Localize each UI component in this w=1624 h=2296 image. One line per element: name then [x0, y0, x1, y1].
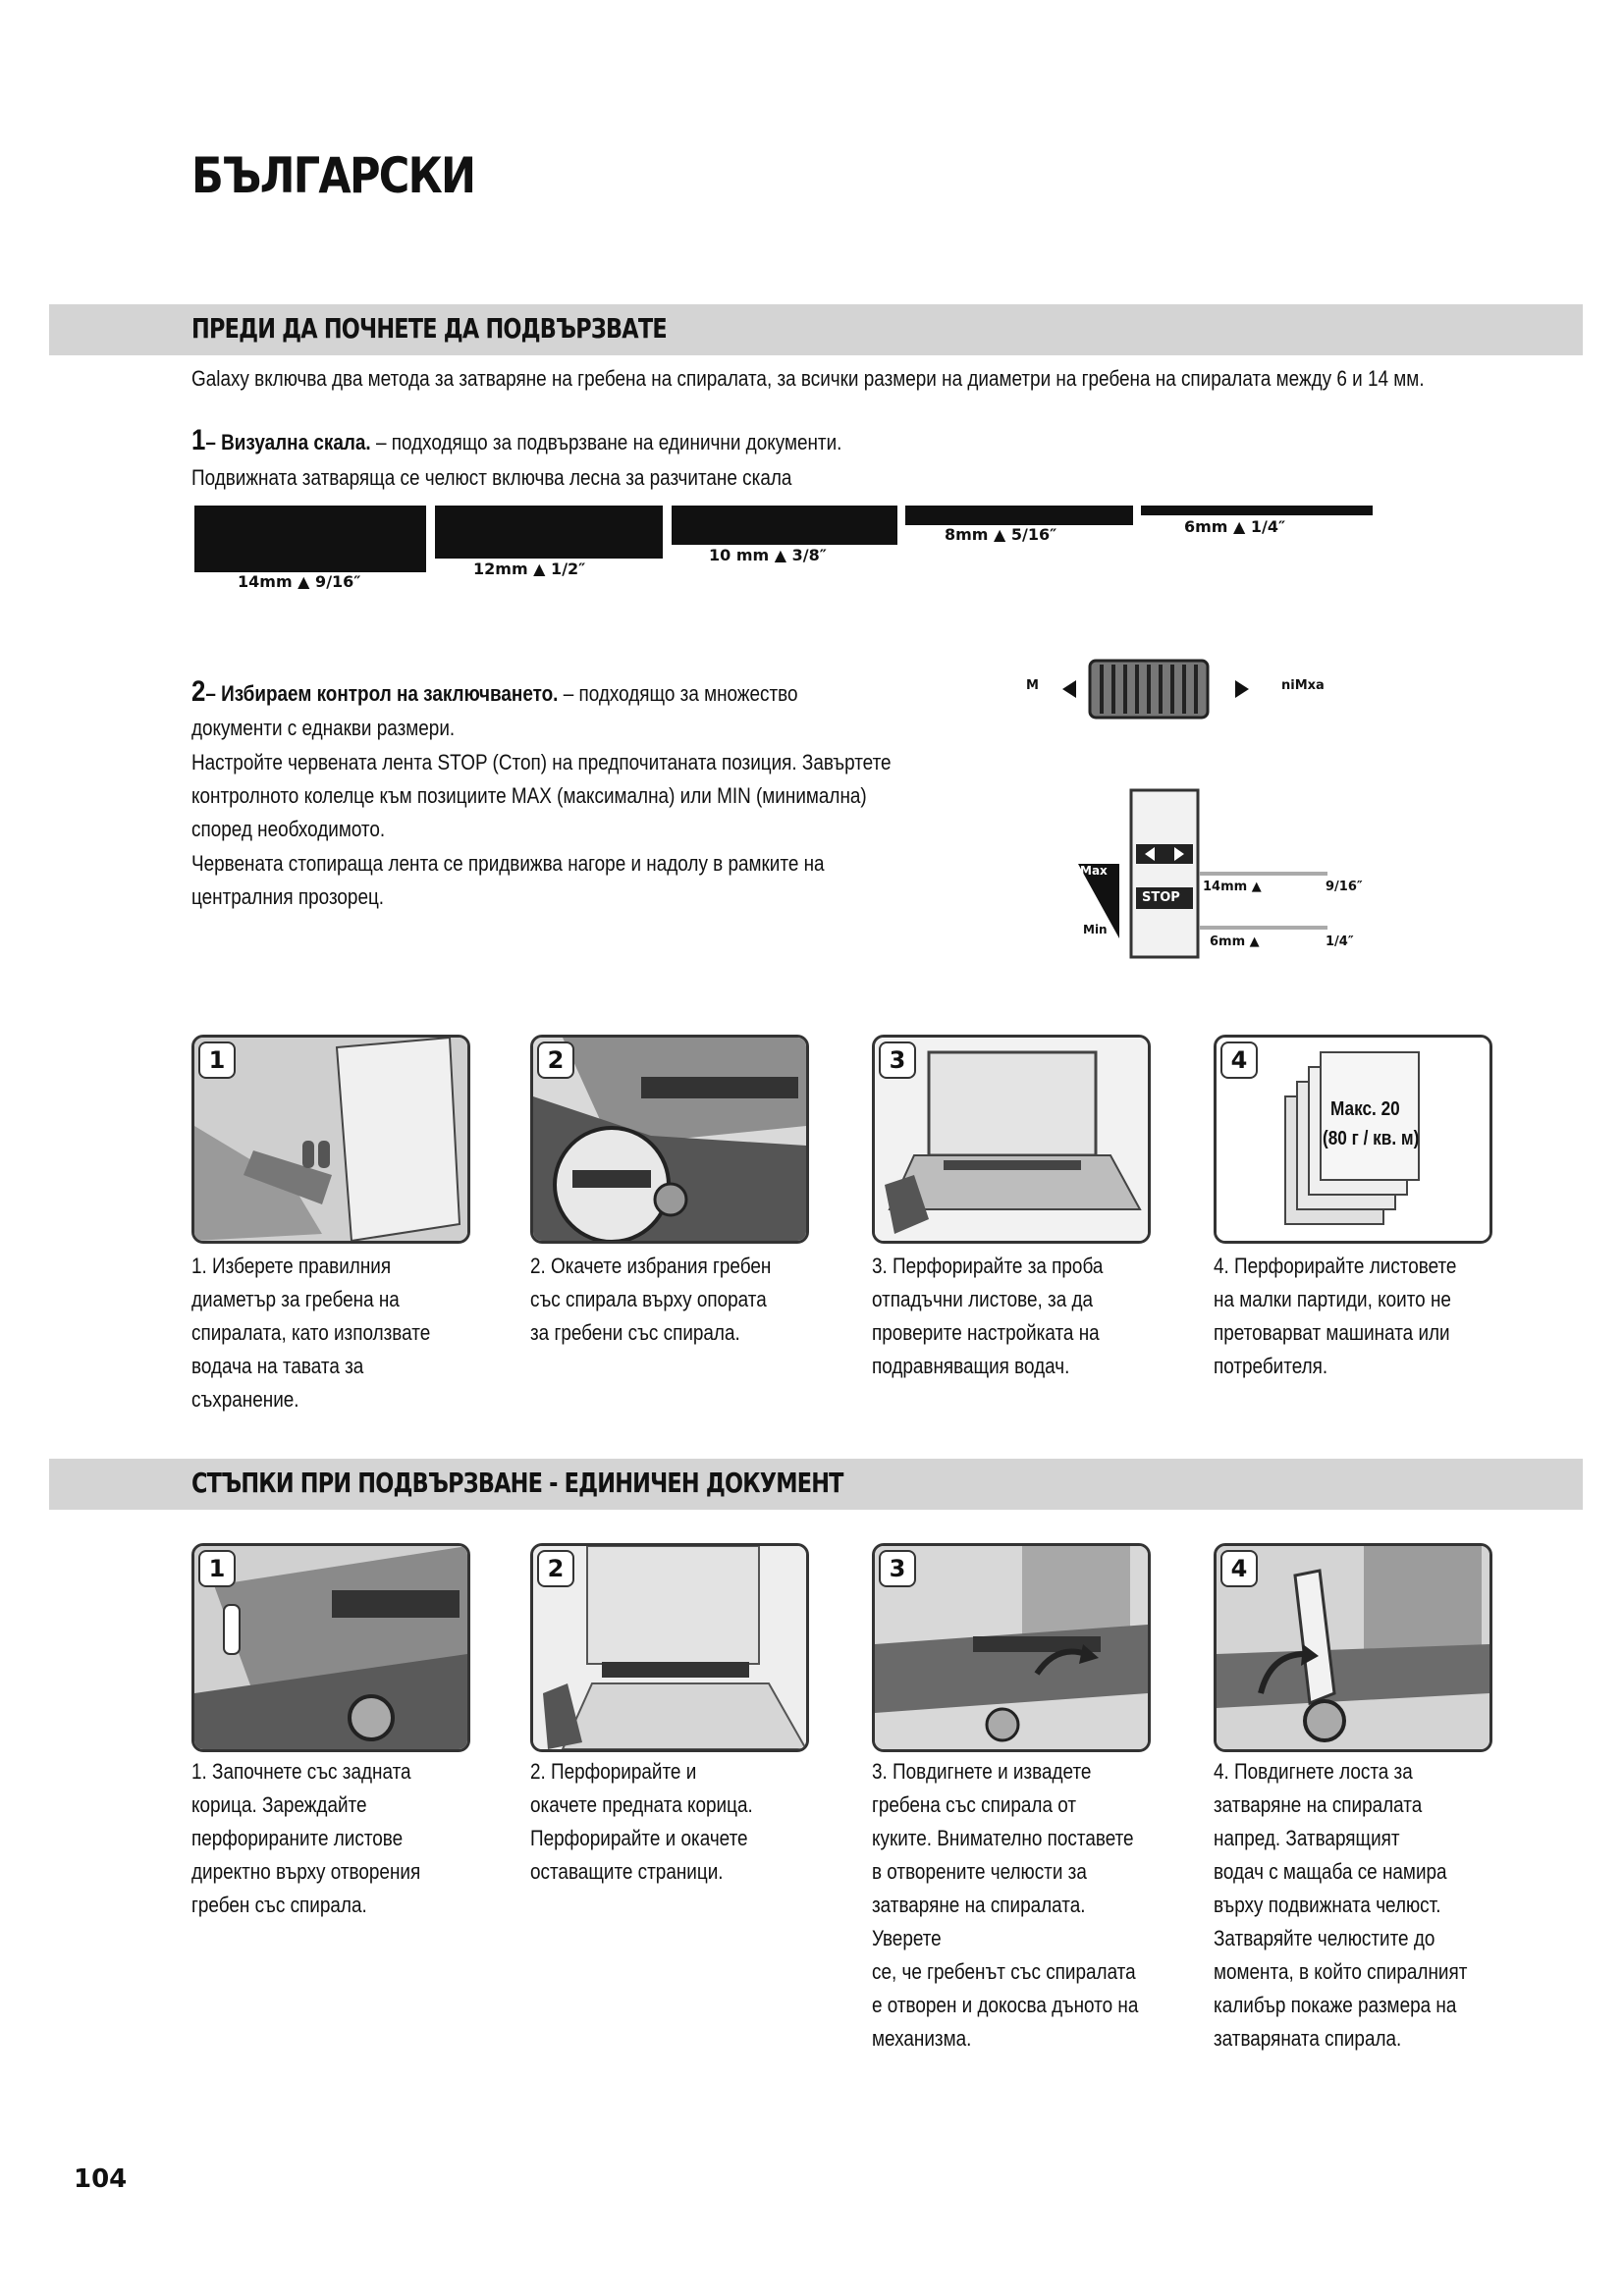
step-number-badge: 3: [879, 1041, 916, 1079]
dial-svg: [1011, 653, 1404, 726]
method2-line-2: Настройте червената лента STOP (Стоп) на предпочитаната позиция. Завъртете: [191, 750, 892, 774]
method1-desc: – подходящо за подвързване на единични документи.: [370, 430, 842, 454]
section-header-binding-steps: [49, 1459, 1583, 1510]
step-card: [191, 1035, 470, 1244]
arrow-right-icon: [1235, 680, 1249, 698]
section-heading: СТЪПКИ ПРИ ПОДВЪРЗВАНЕ - ЕДИНИЧЕН ДОКУМЕНТ: [191, 1467, 843, 1499]
method2-line-4: според необходимото.: [191, 817, 386, 841]
method1-line2: Подвижната затваряща се челюст включва лесна за разчитане скала: [191, 465, 792, 490]
arrow-left-icon: [1062, 680, 1076, 698]
step-number-badge: 1: [198, 1041, 236, 1079]
scale-block-12mm: [435, 506, 663, 559]
dial-right-label: niMxa: [1281, 678, 1325, 693]
scale-label-10mm: 10 mm ▲ 3/8″: [709, 546, 827, 564]
page-number: 104: [74, 2164, 128, 2194]
step-number-badge: 2: [537, 1550, 574, 1587]
method2-desc: – подходящо за множество: [558, 681, 798, 706]
scale-block-8mm: [905, 506, 1133, 525]
dial-left-label: M: [1026, 678, 1039, 693]
max-label: Max: [1080, 864, 1108, 878]
intro-text: Galaxy включва два метода за затваряне на гребена на спиралата, за всички размери на диаметри на гребена на спиралата между 6 и 14 мм.: [191, 366, 1425, 391]
method2-line-6: централния прозорец.: [191, 884, 385, 909]
step-number-badge: 4: [1220, 1550, 1258, 1587]
scale-block-14mm: [194, 506, 426, 572]
method1-line: [191, 424, 841, 459]
lock-dial-diagram: [1011, 653, 1404, 726]
method2-line-5: Червената стопираща лента се придвижва нагоре и надолу в рамките на: [191, 851, 825, 876]
scale-label-12mm: 12mm ▲ 1/2″: [473, 560, 586, 578]
step-caption: 4. Повдигнете лоста за затваряне на спиралата напред. Затварящият водач с мащаба се намира върху подвижната челюст. Затваряйте челюстите до момента, в който спиралният калибър покаже размера на затваряната спирала.: [1214, 1759, 1468, 2051]
page-title: БЪЛГАРСКИ: [191, 147, 475, 204]
center-window: [1131, 790, 1198, 957]
method2-line: [191, 675, 798, 711]
method2-title: – Избираем контрол на заключването.: [205, 681, 559, 706]
stop-label: STOP: [1142, 890, 1180, 905]
stop-window-diagram: [1060, 785, 1394, 962]
scale-label-14mm: 14mm ▲ 9/16″: [238, 572, 361, 591]
step-caption: 4. Перфорирайте листовете на малки партиди, които не претоварват машината или потребителя.: [1214, 1254, 1457, 1378]
scale-label-8mm: 8mm ▲ 5/16″: [945, 525, 1057, 544]
method2-line-1: документи с еднакви размери.: [191, 716, 456, 740]
step-card: [191, 1543, 470, 1752]
min-label: Min: [1083, 923, 1108, 936]
step-caption: 1. Изберете правилния диаметър за гребена на спиралата, като използвате водача на тавата за съхранение.: [191, 1254, 431, 1412]
window-bottom-in: 1/4″: [1326, 934, 1354, 949]
step-card: [530, 1035, 809, 1244]
window-bottom-mm: 6mm ▲: [1210, 934, 1260, 949]
scale-block-6mm: [1141, 506, 1373, 515]
step-card: [1214, 1543, 1492, 1752]
window-top-mm: 14mm ▲: [1203, 880, 1262, 894]
step-card: [1214, 1035, 1492, 1244]
step-number-badge: 2: [537, 1041, 574, 1079]
step-number-badge: 1: [198, 1550, 236, 1587]
scale-label-6mm: 6mm ▲ 1/4″: [1184, 517, 1286, 536]
step-caption: 3. Повдигнете и извадете гребена със спирала от куките. Внимателно поставете в отворените челюсти за затваряне на спиралата. Уверете се, че гребенът със спиралата е отворен и докосва дъното на механизма.: [872, 1759, 1139, 2051]
step-card: [530, 1543, 809, 1752]
step-caption: 2. Перфорирайте и окачете предната корица. Перфорирайте и окачете оставащите страници.: [530, 1759, 753, 1884]
method2-line-3: контролното колелце към позициите MAX (максимална) или MIN (минимална): [191, 783, 867, 808]
section-heading: ПРЕДИ ДА ПОЧНЕТЕ ДА ПОДВЪРЗВАТЕ: [191, 312, 667, 345]
method2-number: 2: [191, 675, 206, 708]
step-number-badge: 4: [1220, 1041, 1258, 1079]
window-top-in: 9/16″: [1326, 880, 1363, 894]
step-card: [872, 1035, 1151, 1244]
step-caption: 2. Окачете избрания гребен със спирала върху опората за гребени със спирала.: [530, 1254, 772, 1345]
method1-number: 1: [191, 424, 206, 456]
step-caption: 3. Перфорирайте за проба отпадъчни листове, за да проверите настройката на подравняващия водач.: [872, 1254, 1104, 1378]
step-caption: 1. Започнете със задната корица. Зареждайте перфорираните листове директно върху отворения гребен със спирала.: [191, 1759, 421, 1917]
section-header-before-binding: [49, 304, 1583, 355]
step-number-badge: 3: [879, 1550, 916, 1587]
step-card: [872, 1543, 1151, 1752]
scale-block-10mm: [672, 506, 897, 545]
method1-title: – Визуална скала.: [205, 430, 371, 454]
paper-limit-line2: (80 г / кв. м): [1323, 1128, 1420, 1149]
paper-limit-line1: Макс. 20: [1330, 1098, 1400, 1120]
